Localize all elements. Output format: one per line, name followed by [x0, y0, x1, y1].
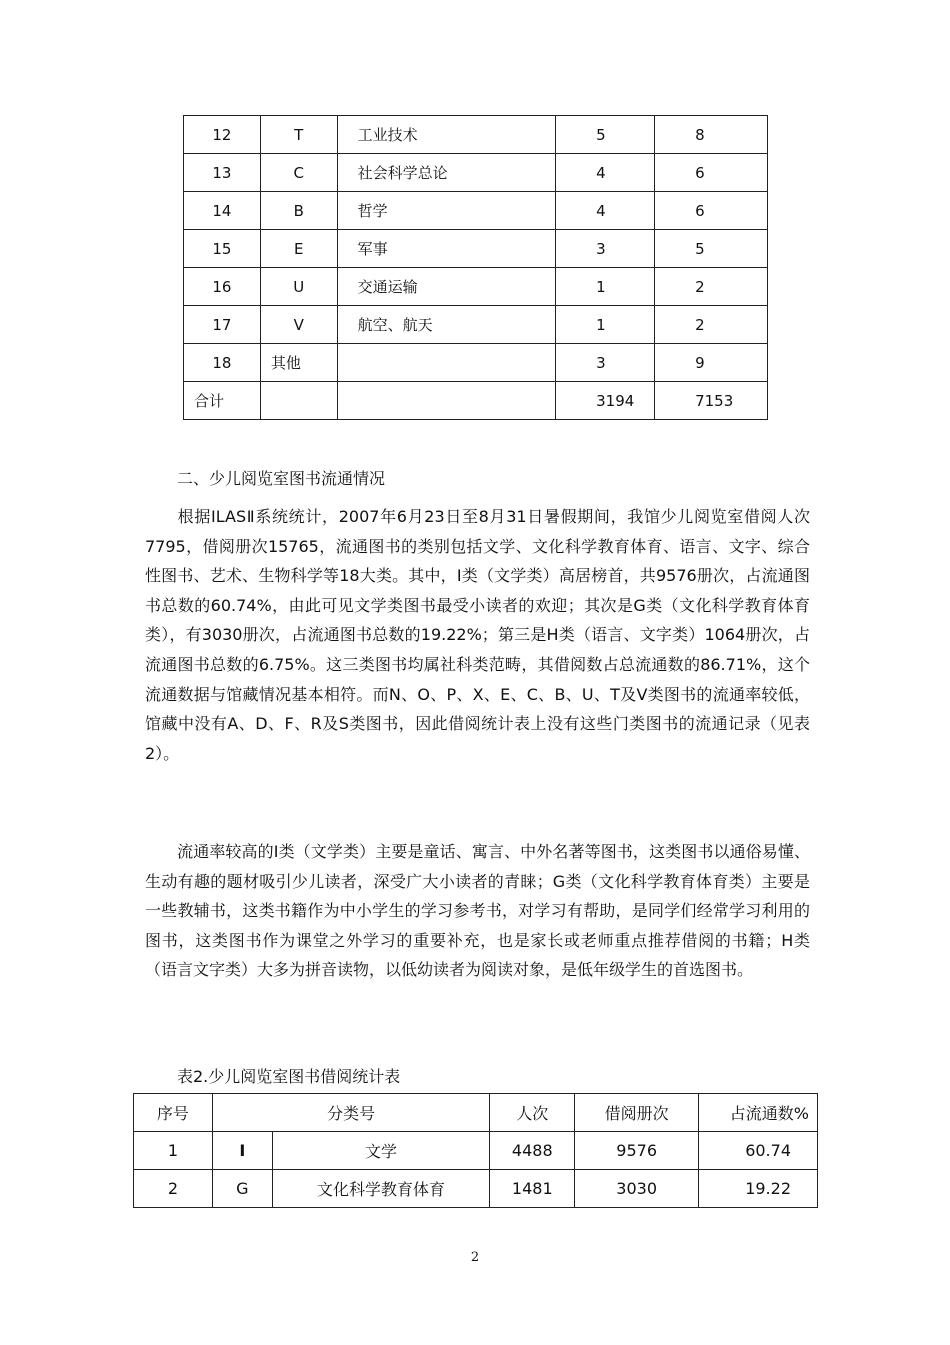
table-row: [184, 268, 768, 306]
class-code: G: [212, 1170, 272, 1208]
row-number: 14: [184, 192, 261, 230]
volume-count: 6: [655, 192, 768, 230]
class-name: 工业技术: [337, 116, 555, 154]
circulation-ratio: 19.22: [699, 1170, 818, 1208]
page-number: 2: [470, 1250, 480, 1265]
header-no: 序号: [134, 1094, 213, 1132]
table-row: [184, 192, 768, 230]
title-count: 4: [556, 192, 655, 230]
class-name: 军事: [337, 230, 555, 268]
class-code: E: [260, 230, 337, 268]
table-row: [184, 306, 768, 344]
paragraph-circulation-stats: 根据ILASⅡ系统统计，2007年6月23日至8月31日暑假期间，我馆少儿阅览室借阅人次7795，借阅册次15765，流通图书的类别包括文学、文化科学教育体育、语言、文字、综合性图书、艺术、生物科学等18大类。其中，I类（文学类）高居榜首，共9576册次，占流通图书总数的60.74%，由此可见文学类图书最受小读者的欢迎；其次是G类（文化科学教育体育类），有3030册次，占流通图书总数的19.22%；第三是H类（语言、文字类）1064册次，占流通图书总数的6.75%。这三类图书均属社科类范畴，其借阅数占总流通数的86.71%，这个流通数据与馆藏情况基本相符。而N、O、P、X、E、C、B、U、T及V类图书的流通率较低，馆藏中没有A、D、F、R及S类图书，因此借阅统计表上没有这些门类图书的流通记录（见表2）。: [145, 507, 810, 763]
title-count: 1: [556, 268, 655, 306]
class-code: B: [260, 192, 337, 230]
other-label: 其他: [260, 344, 337, 382]
empty-cell: [337, 344, 555, 382]
total-title-count: 3194: [556, 382, 655, 420]
empty-cell: [260, 382, 337, 420]
row-number: 12: [184, 116, 261, 154]
class-code: C: [260, 154, 337, 192]
people-count: 1481: [490, 1170, 575, 1208]
header-ratio: 占流通数%: [699, 1094, 818, 1132]
paragraph-popular-categories: 流通率较高的I类（文学类）主要是童话、寓言、中外名著等图书，这类图书以通俗易懂、生动有趣的题材吸引少儿读者，深受广大小读者的青睐；G类（文化科学教育体育类）主要是一些教辅书，这类书籍作为中小学生的学习参考书，对学习有帮助，是同学们经常学习利用的图书，这类图书作为课堂之外学习的重要补充，也是家长或老师重点推荐借阅的书籍；H类（语言文字类）大多为拼音读物，以低幼读者为阅读对象，是低年级学生的首选图书。: [145, 842, 810, 980]
circulation-ratio: 60.74: [699, 1132, 818, 1170]
class-name: 文化科学教育体育: [272, 1170, 490, 1208]
class-name: 哲学: [337, 192, 555, 230]
empty-cell: [337, 382, 555, 420]
borrow-count: 9576: [575, 1132, 699, 1170]
class-code: V: [260, 306, 337, 344]
volume-count: 2: [655, 306, 768, 344]
row-number: 13: [184, 154, 261, 192]
people-count: 4488: [490, 1132, 575, 1170]
row-number: 1: [134, 1132, 213, 1170]
title-count: 5: [556, 116, 655, 154]
table-header-row: [134, 1094, 818, 1132]
table-row: [134, 1170, 818, 1208]
volume-count: 8: [655, 116, 768, 154]
header-class: 分类号: [212, 1094, 489, 1132]
table2-caption: 表2.少儿阅览室图书借阅统计表: [177, 1067, 401, 1086]
class-name: 交通运输: [337, 268, 555, 306]
total-label: 合计: [184, 382, 261, 420]
volume-count: 5: [655, 230, 768, 268]
collection-table-continued: [183, 115, 768, 420]
class-name: 社会科学总论: [337, 154, 555, 192]
row-number: 15: [184, 230, 261, 268]
section-heading: 二、少儿阅览室图书流通情况: [177, 469, 386, 488]
title-count: 3: [556, 344, 655, 382]
class-code: T: [260, 116, 337, 154]
row-number: 18: [184, 344, 261, 382]
title-count: 3: [556, 230, 655, 268]
row-number: 2: [134, 1170, 213, 1208]
volume-count: 6: [655, 154, 768, 192]
header-borrows: 借阅册次: [575, 1094, 699, 1132]
class-name: 文学: [272, 1132, 490, 1170]
volume-count: 2: [655, 268, 768, 306]
class-code: U: [260, 268, 337, 306]
volume-count: 9: [655, 344, 768, 382]
table-row-other: [184, 344, 768, 382]
table-row: [184, 154, 768, 192]
title-count: 1: [556, 306, 655, 344]
row-number: 17: [184, 306, 261, 344]
title-count: 4: [556, 154, 655, 192]
table-row: [134, 1132, 818, 1170]
row-number: 16: [184, 268, 261, 306]
class-code: I: [212, 1132, 272, 1170]
header-people: 人次: [490, 1094, 575, 1132]
total-volume-count: 7153: [655, 382, 768, 420]
table-row-total: [184, 382, 768, 420]
table-row: [184, 230, 768, 268]
class-name: 航空、航天: [337, 306, 555, 344]
table-row: [184, 116, 768, 154]
borrow-count: 3030: [575, 1170, 699, 1208]
borrowing-stats-table: [133, 1093, 818, 1208]
